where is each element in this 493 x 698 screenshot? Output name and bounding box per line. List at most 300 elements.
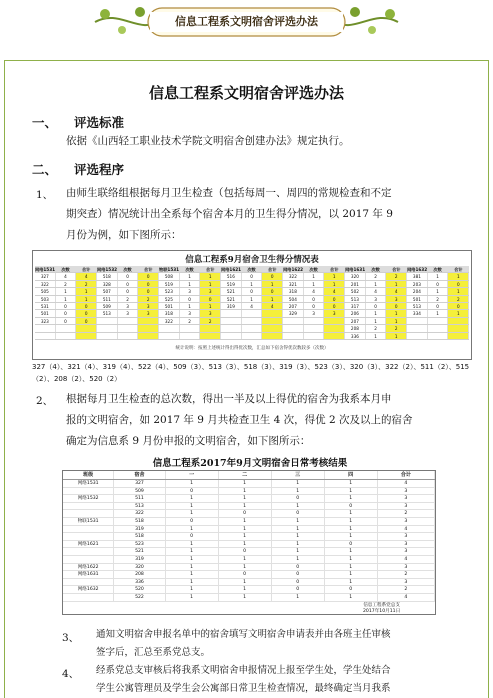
- table-cell: 1: [180, 281, 201, 287]
- table-cell: 327: [114, 480, 165, 487]
- table-cell: 1: [242, 281, 263, 287]
- table-cell: 1: [219, 579, 272, 586]
- table-cell: 1: [386, 310, 407, 316]
- table-cell: 网络1622: [63, 564, 114, 571]
- table-cell: [428, 333, 449, 339]
- table-cell: [63, 526, 114, 533]
- item-number: 4、: [62, 668, 80, 680]
- table-cell: 1: [272, 488, 325, 495]
- table-cell: 501: [35, 310, 56, 316]
- table-cell: [324, 325, 345, 331]
- table-cell: 1: [366, 333, 387, 339]
- item-number: 3、: [62, 632, 80, 644]
- table-cell: 1: [166, 510, 219, 517]
- table-cell: 3: [378, 503, 435, 510]
- table-row: [35, 333, 469, 340]
- table-cell: 0: [138, 288, 159, 294]
- document-title: 信息工程系文明宿舍评选办法: [148, 84, 344, 102]
- table-cell: 1: [272, 594, 325, 601]
- table-cell: 1: [56, 288, 77, 294]
- table-cell: 3: [366, 296, 387, 302]
- table-cell: 508: [159, 273, 180, 279]
- table-cell: 3: [378, 495, 435, 502]
- table-cell: 2: [448, 296, 469, 302]
- summary-line: 327（4）、321（4）、319（4）、522（4）、509（3）、513（3）、518（3）、319（3）、523（3）、320（3）、322（2）、511（2）、515（2）、208（2）、520（2）: [32, 363, 470, 383]
- table-cell: 0: [386, 303, 407, 309]
- table-cell: [262, 325, 283, 331]
- table-cell: 0: [166, 488, 219, 495]
- table-cell: 206: [345, 310, 366, 316]
- table-cell: 521: [221, 288, 242, 294]
- table-cell: 1: [272, 526, 325, 533]
- header-cell: 合计: [448, 266, 469, 272]
- table-cell: 2: [386, 273, 407, 279]
- table-cell: 516: [221, 273, 242, 279]
- table-cell: [56, 333, 77, 339]
- table-cell: [283, 333, 304, 339]
- table-cell: [200, 325, 221, 331]
- table-cell: 1: [166, 586, 219, 593]
- table-cell: [159, 333, 180, 339]
- table-cell: 1: [448, 288, 469, 294]
- table-cell: 0: [324, 303, 345, 309]
- table-cell: 1: [219, 503, 272, 510]
- table-cell: 1: [325, 510, 378, 517]
- table-cell: 1: [386, 281, 407, 287]
- table-cell: 0: [76, 318, 97, 324]
- section-title: 评选程序: [74, 162, 125, 177]
- table-cell: 4: [56, 273, 77, 279]
- table-cell: [63, 510, 114, 517]
- header-cell: 网络1531: [35, 267, 56, 272]
- table-row: [35, 310, 469, 317]
- table-cell: 513: [114, 503, 165, 510]
- table-cell: 0: [219, 571, 272, 578]
- table-row: [63, 526, 435, 534]
- table-cell: [159, 325, 180, 331]
- header-cell: 合计: [200, 266, 221, 272]
- table-cell: [283, 325, 304, 331]
- table-cell: 1: [166, 594, 219, 601]
- item1-line: 期突查）情况统计出全系每个宿舍本月的卫生得分情况，以 2017 年 9: [66, 208, 393, 220]
- table-cell: [118, 325, 139, 331]
- table-cell: 0: [56, 310, 77, 316]
- table-cell: 318: [283, 288, 304, 294]
- table-cell: [283, 318, 304, 324]
- table-row: [63, 503, 435, 511]
- section-number: 二、: [32, 162, 58, 177]
- table-cell: 1: [386, 318, 407, 324]
- header-cell: 合计: [76, 266, 97, 272]
- header-cell: 一: [166, 471, 219, 479]
- table-cell: [221, 333, 242, 339]
- table-cell: 物联1531: [63, 518, 114, 525]
- table-cell: 3: [180, 310, 201, 316]
- basis-text: 依据《山西轻工职业技术学院文明宿舍创建办法》规定执行。: [66, 135, 350, 147]
- table-cell: 4: [262, 303, 283, 309]
- table-cell: 520: [114, 586, 165, 593]
- table-cell: 0: [166, 518, 219, 525]
- table-cell: 208: [345, 325, 366, 331]
- table-cell: 336: [345, 333, 366, 339]
- table-cell: [242, 318, 263, 324]
- table-row: [63, 495, 435, 503]
- table-cell: 1: [219, 495, 272, 502]
- table-cell: 3: [304, 310, 325, 316]
- table-cell: 2: [180, 318, 201, 324]
- table-cell: 2: [118, 296, 139, 302]
- table-cell: 3: [378, 579, 435, 586]
- table-cell: 328: [97, 281, 118, 287]
- table-cell: 0: [272, 586, 325, 593]
- table-cell: [63, 548, 114, 555]
- table-cell: 1: [325, 518, 378, 525]
- table-cell: 531: [35, 303, 56, 309]
- table-cell: 320: [345, 273, 366, 279]
- table-cell: [304, 325, 325, 331]
- table-cell: [56, 325, 77, 331]
- header-cell: 合计: [378, 471, 435, 479]
- table-cell: 1: [56, 296, 77, 302]
- table-cell: 4: [378, 556, 435, 563]
- table-row: [63, 556, 435, 564]
- table-cell: 0: [325, 586, 378, 593]
- item2-line: 根据每月卫生检查的总次数，得出一半及以上得优的宿舍为我系本月申: [66, 393, 392, 405]
- assessment-result-table: [62, 458, 436, 615]
- section-title: 评选标准: [74, 115, 125, 130]
- table-cell: 3: [378, 533, 435, 540]
- table-cell: [407, 333, 428, 339]
- table-row: [63, 571, 435, 579]
- table-cell: 1: [325, 556, 378, 563]
- table-cell: 2: [56, 281, 77, 287]
- table-cell: 1: [324, 273, 345, 279]
- table-cell: 1: [272, 548, 325, 555]
- table-row: [35, 296, 469, 303]
- table-cell: 0: [324, 296, 345, 302]
- table-cell: [63, 579, 114, 586]
- header-cell: 次数: [180, 266, 201, 272]
- table-cell: 1: [166, 495, 219, 502]
- table-cell: 4: [76, 273, 97, 279]
- header-cell: 三: [272, 471, 325, 479]
- table-row: [63, 488, 435, 496]
- table-cell: 网络1632: [63, 586, 114, 593]
- header-cell: 物联1531: [159, 267, 180, 272]
- item2-line: 确定为信息系 9 月份申报的文明宿舍，如下图所示：: [66, 435, 311, 447]
- table-row: [63, 510, 435, 518]
- table-row: [35, 325, 469, 332]
- header-banner: [0, 0, 493, 44]
- table-cell: 0: [304, 296, 325, 302]
- table-cell: 3: [200, 288, 221, 294]
- item4-line: 学生公寓管理员及学生会公寓部日常卫生检查情况，最终确定当月我系: [96, 683, 391, 694]
- table-cell: [262, 333, 283, 339]
- table-row: [63, 541, 435, 549]
- table-cell: 0: [325, 541, 378, 548]
- footer-date: 2017年10月11日: [363, 609, 401, 614]
- table-cell: 2: [428, 296, 449, 302]
- header-cell: 次数: [118, 266, 139, 272]
- item3-line: 签字后，汇总至系党总支。: [96, 647, 211, 658]
- table-cell: [221, 310, 242, 316]
- table-cell: [428, 325, 449, 331]
- table-cell: 1: [324, 281, 345, 287]
- table-cell: 319: [221, 303, 242, 309]
- header-cell: 网络1532: [97, 267, 118, 272]
- table-cell: 523: [159, 288, 180, 294]
- table-title: 信息工程系9月宿舍卫生得分情况表: [185, 255, 319, 265]
- table-cell: 4: [242, 303, 263, 309]
- table-cell: 519: [221, 281, 242, 287]
- table-cell: 0: [166, 533, 219, 540]
- table-cell: 1: [386, 333, 407, 339]
- table-cell: 0: [242, 288, 263, 294]
- table-cell: 1: [200, 303, 221, 309]
- table-row: [63, 594, 435, 602]
- table-row: [63, 548, 435, 556]
- table-cell: [35, 333, 56, 339]
- header-cell: 二: [219, 471, 272, 479]
- table-cell: [262, 318, 283, 324]
- item1-line: 月份为例，如下图所示：: [66, 229, 182, 241]
- table-cell: 501: [407, 296, 428, 302]
- table-cell: 503: [35, 296, 56, 302]
- table-cell: 1: [166, 480, 219, 487]
- item2-line: 报的文明宿舍，如 2017 年 9 月共检查卫生 4 次，得优 2 次及以上的宿舍: [66, 414, 413, 426]
- header-cell: 合计: [386, 266, 407, 272]
- table-cell: 1: [219, 586, 272, 593]
- table-footer: [363, 603, 400, 615]
- table-cell: [180, 325, 201, 331]
- header-cell: 宿舍: [114, 471, 165, 479]
- table-cell: [63, 488, 114, 495]
- table-cell: [221, 318, 242, 324]
- table-cell: 522: [114, 594, 165, 601]
- table-cell: 323: [35, 318, 56, 324]
- table-cell: 1: [325, 594, 378, 601]
- table-cell: 0: [272, 579, 325, 586]
- table-cell: 1: [272, 556, 325, 563]
- table-cell: 1: [428, 288, 449, 294]
- banner-title: 信息工程系文明宿舍评选办法: [150, 12, 343, 32]
- table-cell: [242, 333, 263, 339]
- table-cell: 1: [76, 288, 97, 294]
- table-cell: 204: [407, 288, 428, 294]
- table-cell: 3: [180, 288, 201, 294]
- table-cell: 2: [366, 273, 387, 279]
- table-note: 统计说明：按照上述统计得出得优次数，汇总如下宿舍得优次数较多（次数）: [175, 346, 329, 351]
- table-cell: 3: [138, 303, 159, 309]
- footer-org: 信息工程系党总支: [363, 603, 400, 608]
- table-cell: 1: [325, 579, 378, 586]
- table-cell: 207: [283, 303, 304, 309]
- table-cell: [97, 318, 118, 324]
- table-cell: 327: [35, 273, 56, 279]
- table-cell: 1: [262, 296, 283, 302]
- table-cell: 2: [378, 586, 435, 593]
- table-cell: 1: [219, 594, 272, 601]
- table-cell: 2: [366, 325, 387, 331]
- table-cell: [97, 333, 118, 339]
- table-cell: 网络1621: [63, 541, 114, 548]
- table-cell: 1: [448, 310, 469, 316]
- table-cell: 1: [325, 548, 378, 555]
- table-cell: 322: [159, 318, 180, 324]
- table-cell: 0: [366, 303, 387, 309]
- table-cell: 1: [325, 533, 378, 540]
- item3-line: 通知文明宿舍申报名单中的宿舍填写文明宿舍申请表并由各班主任审核: [96, 629, 391, 640]
- table-row: [35, 318, 469, 325]
- table-cell: 1: [219, 533, 272, 540]
- table-cell: 3: [378, 548, 435, 555]
- table-cell: 1: [219, 556, 272, 563]
- table-cell: [138, 325, 159, 331]
- header-cell: 合计: [138, 266, 159, 272]
- table-cell: 1: [325, 526, 378, 533]
- table-cell: 3: [324, 310, 345, 316]
- table-cell: 3: [386, 296, 407, 302]
- table-cell: 1: [180, 303, 201, 309]
- table-cell: 0: [272, 571, 325, 578]
- table-cell: [448, 325, 469, 331]
- table-cell: 505: [35, 288, 56, 294]
- table-cell: 1: [366, 318, 387, 324]
- table-cell: 319: [114, 556, 165, 563]
- table-cell: 518: [114, 518, 165, 525]
- table-cell: 网络1531: [63, 480, 114, 487]
- table-cell: 1: [325, 495, 378, 502]
- table-cell: 1: [366, 281, 387, 287]
- table-row: [35, 273, 469, 280]
- table-cell: 322: [35, 281, 56, 287]
- table-cell: [63, 503, 114, 510]
- table-cell: 504: [283, 296, 304, 302]
- table-cell: 4: [386, 288, 407, 294]
- table-cell: 0: [138, 281, 159, 287]
- table-cell: 329: [283, 310, 304, 316]
- table-cell: 3: [118, 303, 139, 309]
- table-cell: 513: [345, 296, 366, 302]
- table-cell: [324, 318, 345, 324]
- table-cell: 1: [304, 281, 325, 287]
- table-cell: [138, 318, 159, 324]
- table-row: [63, 579, 435, 587]
- table-cell: 336: [114, 579, 165, 586]
- table-grid: [35, 266, 469, 340]
- header-cell: 网络1632: [407, 267, 428, 272]
- table-cell: [35, 325, 56, 331]
- table-cell: [324, 333, 345, 339]
- table-cell: 1: [166, 571, 219, 578]
- table-cell: 318: [159, 310, 180, 316]
- table-cell: [407, 325, 428, 331]
- table-cell: [138, 333, 159, 339]
- header-cell: 四: [325, 471, 378, 479]
- table-cell: 507: [97, 288, 118, 294]
- header-cell: 网络1631: [345, 267, 366, 272]
- table-cell: 501: [159, 303, 180, 309]
- table-cell: 525: [159, 296, 180, 302]
- table-cell: [304, 318, 325, 324]
- header-cell: 网络1621: [221, 267, 242, 272]
- table-cell: 511: [97, 296, 118, 302]
- table-cell: 0: [118, 288, 139, 294]
- table-cell: 1: [272, 503, 325, 510]
- table-cell: 0: [272, 495, 325, 502]
- table-cell: 1: [272, 533, 325, 540]
- table-cell: 322: [283, 273, 304, 279]
- table-cell: 1: [166, 541, 219, 548]
- table-cell: 4: [304, 288, 325, 294]
- table-cell: 1: [448, 273, 469, 279]
- table-cell: 1: [180, 273, 201, 279]
- table-cell: 1: [219, 564, 272, 571]
- hygiene-score-table: [32, 250, 472, 360]
- table-cell: 0: [118, 273, 139, 279]
- table-cell: 518: [114, 533, 165, 540]
- table-cell: 0: [325, 503, 378, 510]
- table-cell: 1: [272, 480, 325, 487]
- table-cell: 0: [448, 303, 469, 309]
- table-cell: 1: [272, 541, 325, 548]
- table-cell: 207: [345, 318, 366, 324]
- table-cell: 1: [325, 480, 378, 487]
- table-cell: [448, 318, 469, 324]
- table-cell: 0: [56, 318, 77, 324]
- table-cell: 1: [166, 548, 219, 555]
- header-cell: 合计: [262, 266, 283, 272]
- table-cell: [118, 333, 139, 339]
- table-cell: 0: [76, 310, 97, 316]
- table-cell: [304, 333, 325, 339]
- section-number: 一、: [32, 115, 58, 130]
- table-cell: 3: [378, 488, 435, 495]
- table-cell: 519: [159, 281, 180, 287]
- table-cell: 0: [272, 510, 325, 517]
- item4-line: 经系党总支审核后将我系文明宿舍申报情况上报至学生处，学生处结合: [96, 665, 391, 676]
- table-row: [63, 564, 435, 572]
- table-cell: [97, 325, 118, 331]
- table-cell: 509: [114, 488, 165, 495]
- table-cell: 1: [219, 526, 272, 533]
- table-cell: 320: [114, 564, 165, 571]
- header-cell: 次数: [366, 266, 387, 272]
- table-cell: [63, 556, 114, 563]
- table-cell: [221, 325, 242, 331]
- table-cell: 1: [166, 556, 219, 563]
- table-cell: 1: [428, 273, 449, 279]
- table-cell: [76, 333, 97, 339]
- table-cell: 2: [200, 318, 221, 324]
- table-cell: 1: [166, 579, 219, 586]
- table-cell: 1: [428, 310, 449, 316]
- table-cell: [242, 325, 263, 331]
- table-cell: 3: [138, 310, 159, 316]
- table-cell: 2: [378, 510, 435, 517]
- table-cell: [200, 333, 221, 339]
- table-cell: 1: [262, 281, 283, 287]
- table-cell: [76, 325, 97, 331]
- table-cell: 网络1532: [63, 495, 114, 502]
- table-cell: 521: [114, 548, 165, 555]
- table-cell: 381: [407, 273, 428, 279]
- table-cell: 322: [114, 510, 165, 517]
- table-cell: 319: [114, 526, 165, 533]
- table-cell: 1: [219, 480, 272, 487]
- table-cell: 321: [283, 281, 304, 287]
- table-cell: [118, 318, 139, 324]
